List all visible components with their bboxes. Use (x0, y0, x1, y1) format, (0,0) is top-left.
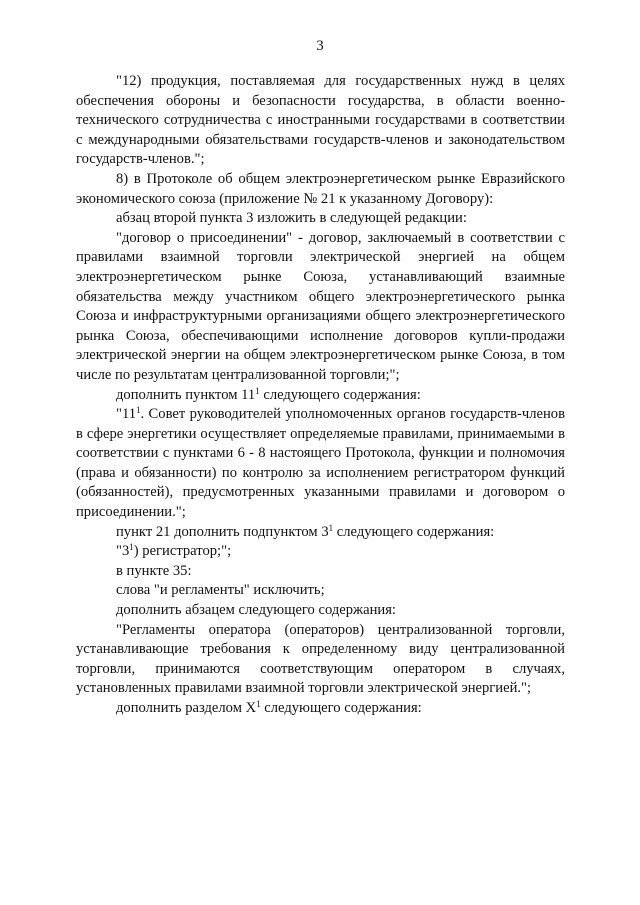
paragraph-point-35: в пункте 35: (116, 562, 192, 579)
paragraph-remove-words: слова "и регламенты" исключить; (116, 582, 325, 599)
paragraph-regulations-text: "Регламенты оператора (операторов) централизованной торговли, устанавливающие требования к определенному виду централизованной торговли, принимаются соответствующим оператором в случаях, установленных правилами взаимной торговли электрической энергией."; (76, 621, 565, 697)
paragraph-add-section-x-1 (76, 699, 565, 719)
paragraph-text-before: дополнить разделом X (116, 700, 257, 716)
paragraph-text-after: ) регистратор;"; (133, 543, 232, 560)
superscript-index: 1 (328, 522, 334, 533)
paragraph-point-21-addition (76, 523, 565, 543)
paragraph-text-before: "3 (116, 543, 130, 560)
paragraph-accession-agreement-definition: "договор о присоединении" - договор, заключаемый в соответствии с правилами взаимной торговли электрической энергией на общем электроэнергетическом рынке Союза, устанавливающий взаимные обязательства между участником общего электроэнергетического рынка Союза и инфраструктурными организациями общего электроэнергетического рынка Союза, обеспечивающими исполнение договоров купли-продажи электрической энергии на общем электроэнергетическом рынке Союза, в том числе по результатам централизованной торговли;"; (76, 229, 565, 383)
document-body (76, 72, 565, 719)
superscript-index: 1 (256, 699, 261, 709)
superscript-index: 1 (255, 385, 260, 396)
paragraph-point-3-instruction: абзац второй пункта 3 изложить в следующей редакции: (116, 210, 467, 227)
paragraph-subpoint-3-1-text (76, 542, 565, 562)
paragraph-text-before: "11 (116, 406, 137, 423)
paragraph-text-before: пункт 21 дополнить подпунктом 3 (116, 523, 329, 540)
paragraph-text-after: . Совет руководителей уполномоченных органов государств-членов в сфере энергетики осуществляет определяемые правилами, принимаемыми в соответствии с пунктами 6 - 8 настоящего Протокола, функции и полномочия (права и обязанности) по контролю за исполнением регистратором функций (обязанностей), предусмотренных указанными правилами и договором о присоединении."; (76, 406, 565, 521)
paragraph-text-before: дополнить пунктом 11 (116, 386, 256, 403)
paragraph-item-12-text: "12) продукция, поставляемая для государственных нужд в целях обеспечения обороны и безопасности государства, в области военно-технического сотрудничества с иностранными государствами в соответствии с международными обязательствами государств-членов и законодательством государств-членов."; (76, 73, 565, 168)
paragraph-text-after: следующего содержания: (259, 386, 421, 403)
page-number: 3 (316, 38, 324, 54)
paragraph-text-after: следующего содержания: (333, 523, 495, 540)
paragraph-text-after: следующего содержания: (260, 700, 422, 716)
superscript-index: 1 (129, 542, 134, 553)
paragraph-add-abzac: дополнить абзацем следующего содержания: (116, 602, 396, 619)
paragraph-item-8-protocol: 8) в Протоколе об общем электроэнергетическом рынке Евразийского экономического союза (приложение № 21 к указанному Договору): (76, 170, 565, 207)
superscript-index: 1 (136, 405, 141, 416)
paragraph-add-point-11-1 (76, 386, 565, 406)
paragraph-point-11-1-text (76, 405, 565, 523)
